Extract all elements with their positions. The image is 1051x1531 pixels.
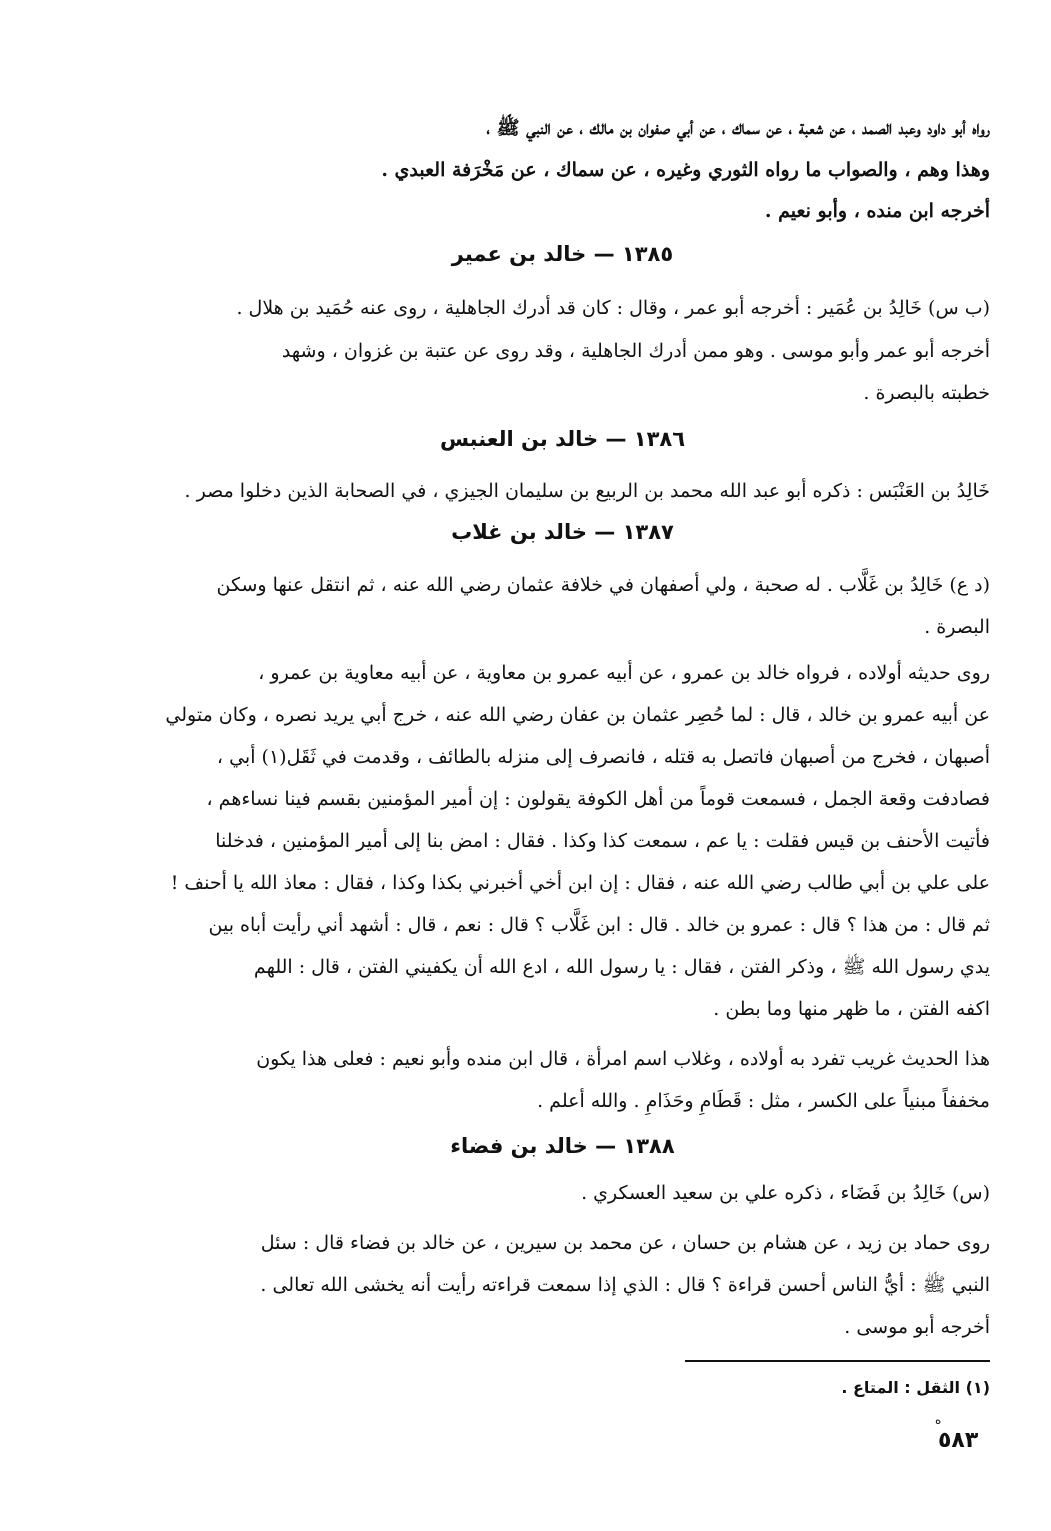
text-line: أخرجه أبو موسى . xyxy=(844,1316,990,1338)
text-line: ثم قال : من هذا ؟ قال : عمرو بن خالد . قال : ابن غَلَّاب ؟ قال : نعم ، قال : أشهد أني رأيت أباه بين xyxy=(208,914,990,936)
text-line: أخرجه أبو عمر وأبو موسى . وهو ممن أدرك الجاهلية ، وقد روى عن عتبة بن غزوان ، وشهد xyxy=(281,340,990,362)
text-line: النبي ﷺ : أيُّ الناس أحسن قراءة ؟ قال : الذي إذا سمعت قراءته رأيت أنه يخشى الله تعالى . xyxy=(260,1274,990,1296)
text-line: هذا الحديث غريب تفرد به أولاده ، وغلاب اسم امرأة ، قال ابن منده وأبو نعيم : فعلى هذا يكون xyxy=(256,1048,990,1070)
text-line: يدي رسول الله ﷺ ، وذكر الفتن ، فقال : يا رسول الله ، ادع الله أن يكفيني الفتن ، قال : اللهم xyxy=(253,956,990,978)
text-line: اكفه الفتن ، ما ظهر منها وما بطن . xyxy=(713,998,990,1020)
signature-mark: ه xyxy=(935,1413,942,1427)
page-number: ٥٨٣ xyxy=(938,1428,979,1453)
footnote: (١) الثقل : المتاع . xyxy=(841,1378,990,1397)
text-line: مخففاً مبنياً على الكسر ، مثل : قَطَامِ وحَذَامِ . والله أعلم . xyxy=(537,1090,990,1112)
text-line: على علي بن أبي طالب رضي الله عنه ، فقال : إن ابن أخي أخبرني بكذا وكذا ، فقال : معاذ الله يا أحنف ! xyxy=(170,872,990,894)
text-line: روى حماد بن زيد ، عن هشام بن حسان ، عن محمد بن سيرين ، عن خالد بن فضاء قال : سئل xyxy=(260,1232,990,1254)
text-line: وهذا وهم ، والصواب ما رواه الثوري وغيره ، عن سماك ، عن مَخْرَفة العبدي . xyxy=(381,159,990,181)
text-line: أخرجه ابن منده ، وأبو نعيم . xyxy=(764,200,990,222)
entry-heading: ١٣٨٧ — خالد بن غلاب xyxy=(451,520,674,544)
footnote-rule xyxy=(685,1360,990,1362)
text-line: (د ع) خَالِدُ بن غَلَّاب . له صحبة ، ولي أصفهان في خلافة عثمان رضي الله عنه ، ثم انتقل عنها وسكن xyxy=(216,574,990,596)
text-line: خَالِدُ بن العَنْبَس : ذكره أبو عبد الله محمد بن الربيع بن سليمان الجيزي ، في الصحابة الذين دخلوا مصر . xyxy=(184,480,990,502)
text-line: خطبته بالبصرة . xyxy=(863,382,990,404)
text-line: فأتيت الأحنف بن قيس فقلت : يا عم ، سمعت كذا وكذا . فقال : امض بنا إلى أمير المؤمنين ، فدخلنا xyxy=(215,830,990,852)
text-line: أصبهان ، فخرج من أصبهان فاتصل به قتله ، فانصرف إلى منزله بالطائف ، وقدمت في ثَقَل(١) أبي ، xyxy=(216,746,990,768)
entry-heading: ١٣٨٦ — خالد بن العنبس xyxy=(439,427,686,451)
text-line: (س) خَالِدُ بن فَضَاء ، ذكره علي بن سعيد العسكري . xyxy=(581,1182,990,1204)
text-line: عن أبيه عمرو بن خالد ، قال : لما حُصِر عثمان بن عفان رضي الله عنه ، خرج أبي يريد نصره ، وكان متولي xyxy=(165,704,990,726)
text-line: البصرة . xyxy=(924,616,990,638)
text-line: فصادفت وقعة الجمل ، فسمعت قوماً من أهل الكوفة يقولون : إن أمير المؤمنين بقسم فينا نساءهم ، xyxy=(206,788,990,810)
entry-heading: ١٣٨٥ — خالد بن عمير xyxy=(451,242,674,266)
entry-heading: ١٣٨٨ — خالد بن فضاء xyxy=(450,1134,675,1158)
text-line: رواه أبو داود وعبد الصمد ، عن شعبة ، عن سماك ، عن أبي صفوان بن مالك ، عن النبي ﷺ ، xyxy=(486,117,990,139)
text-line: روى حديثه أولاده ، فرواه خالد بن عمرو ، عن أبيه عمرو بن معاوية ، عن أبيه معاوية بن عمرو ، xyxy=(258,662,990,684)
text-line: (ب س) خَالِدُ بن عُمَير : أخرجه أبو عمر ، وقال : كان قد أدرك الجاهلية ، روى عنه حُمَيد بن هلال . xyxy=(236,297,990,319)
